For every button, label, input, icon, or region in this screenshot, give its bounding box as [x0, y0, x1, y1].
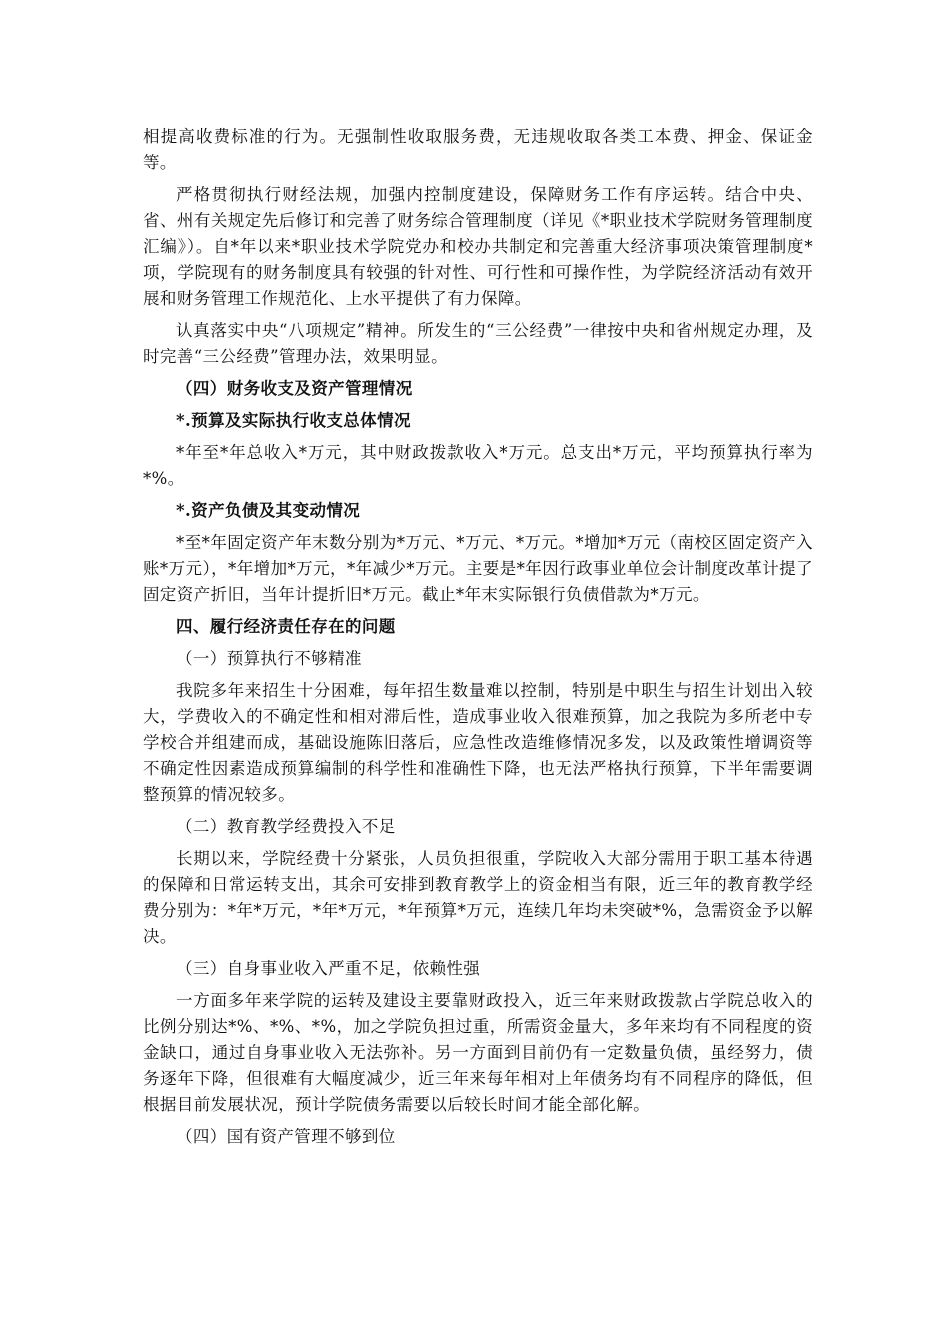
- paragraph-self-income: 一方面多年来学院的运转及建设主要靠财政投入，近三年来财政拨款占学院总收入的比例分别达*%、*%、*%，加之学院负担过重，所需资金量大，多年来均有不同程度的资金缺口，通过自身事业收入无法弥补。另一方面到目前仍有一定数量负债，虽经努力，债务逐年下降，但很难有大幅度减少，近三年来每年相对上年债务均有不同程序的降低，但根据目前发展状况，预计学院债务需要以后较长时间才能全部化解。: [143, 991, 813, 1114]
- paragraph-eight-rules: 认真落实中央“八项规定”精神。所发生的“三公经费”一律按中央和省州规定办理，及时完善“三公经费”管理办法，效果明显。: [143, 321, 813, 366]
- subheading-state-assets: （四）国有资产管理不够到位: [176, 1127, 396, 1146]
- subheading-education-funding: （二）教育教学经费投入不足: [176, 817, 396, 836]
- subheading-budget-execution: *.预算及实际执行收支总体情况: [176, 411, 411, 430]
- subheading-assets-liabilities: *.资产负债及其变动情况: [176, 501, 361, 520]
- paragraph-budget-totals: *年至*年总收入*万元，其中财政拨款收入*万元。总支出*万元，平均预算执行率为*%。: [143, 443, 813, 488]
- paragraph-internal-control: 严格贯彻执行财经法规，加强内控制度建设，保障财务工作有序运转。结合中央、省、州有关规定先后修订和完善了财务综合管理制度（详见《*职业技术学院财务管理制度汇编》）。自*年以来*职业技术学院党办和校办共制定和完善重大经济事项决策管理制度*项，学院现有的财务制度具有较强的针对性、可行性和可操作性，为学院经济活动有效开展和财务管理工作规范化、上水平提供了有力保障。: [143, 185, 813, 308]
- subheading-budget-accuracy: （一）预算执行不够精准: [176, 649, 362, 668]
- paragraph-fee-standards: 相提高收费标准的行为。无强制性收取服务费，无违规收取各类工本费、押金、保证金等。: [143, 127, 813, 172]
- paragraph-education-funding: 长期以来，学院经费十分紧张，人员负担很重，学院收入大部分需用于职工基本待遇的保障和日常运转支出，其余可安排到教育教学上的资金相当有限，近三年的教育教学经费分别为：*年*万元，*年*万元，*年预算*万元，连续几年均未突破*%，急需资金予以解决。: [143, 849, 813, 946]
- subheading-self-income: （三）自身事业收入严重不足，依赖性强: [176, 959, 481, 978]
- paragraph-fixed-assets: *至*年固定资产年末数分别为*万元、*万元、*万元。*增加*万元（南校区固定资产入账*万元），*年增加*万元，*年减少*万元。主要是*年因行政事业单位会计制度改革计提了固定资产折旧，当年计提折旧*万元。截止*年末实际银行负债借款为*万元。: [143, 533, 813, 604]
- section-heading-problems: 四、履行经济责任存在的问题: [176, 617, 396, 636]
- paragraph-enrollment: 我院多年来招生十分困难，每年招生数量难以控制，特别是中职生与招生计划出入较大，学费收入的不确定性和相对滞后性，造成事业收入很难预算，加之我院为多所老中专学校合并组建而成，基础设施陈旧落后，应急性改造维修情况多发，以及政策性增调资等不确定性因素造成预算编制的科学性和准确性下降，也无法严格执行预算，下半年需要调整预算的情况较多。: [143, 681, 813, 804]
- section-heading-finance-assets: （四）财务收支及资产管理情况: [176, 379, 413, 398]
- document-body: [143, 124, 813, 1156]
